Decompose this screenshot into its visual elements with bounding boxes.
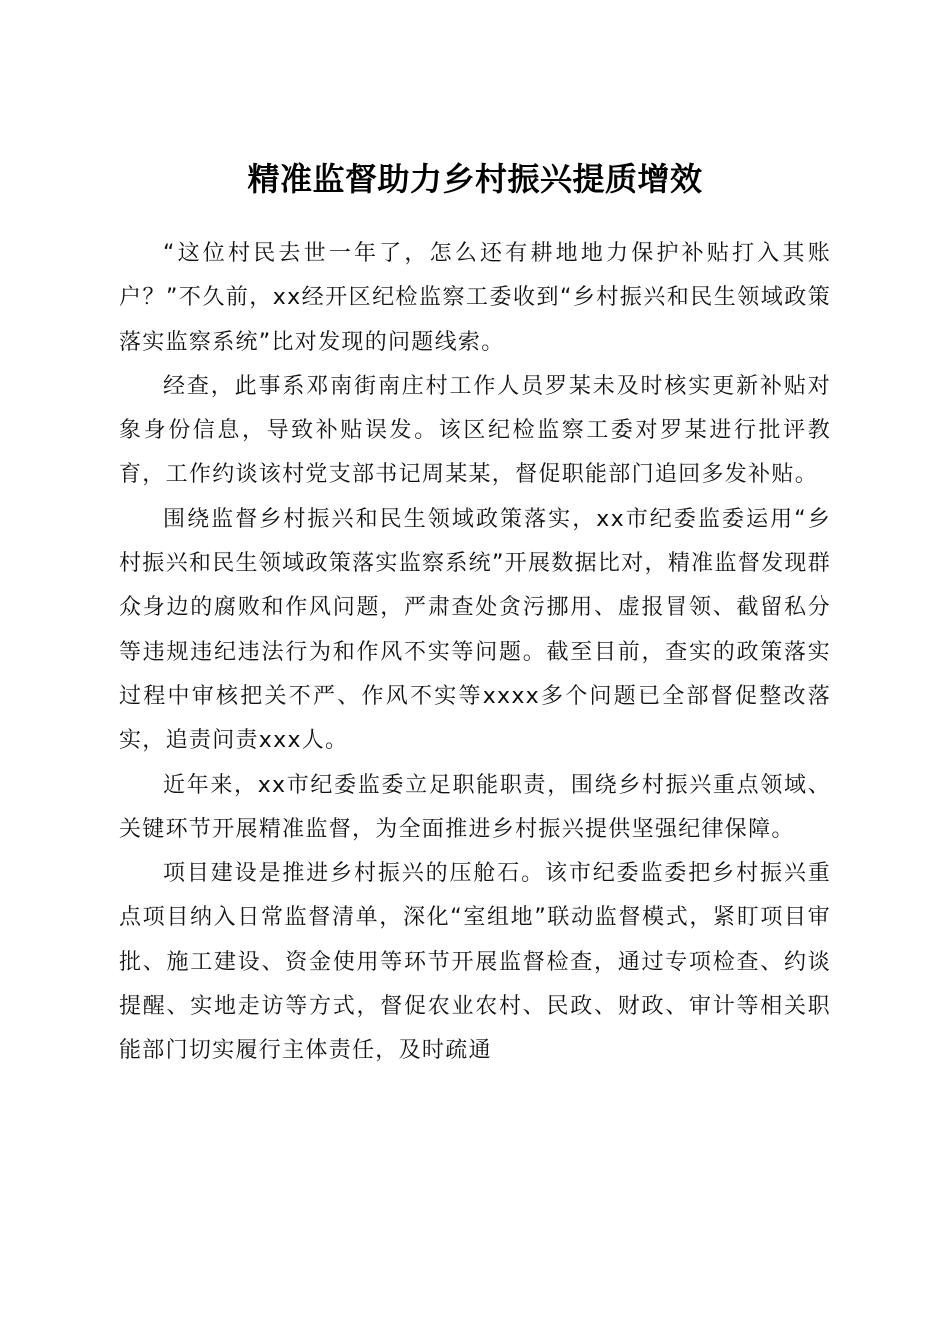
paragraph: 近年来，xx市纪委监委立足职能职责，围绕乡村振兴重点领域、关键环节开展精准监督，为全面推进乡村振兴提供坚强纪律保障。 bbox=[119, 772, 831, 842]
paragraph: 围绕监督乡村振兴和民生领域政策落实，xx市纪委监委运用“乡村振兴和民生领域政策落实监察系统”开展数据比对，精准监督发现群众身边的腐败和作风问题，严肃查处贪污挪用、虚报冒领、截留私分等违规违纪违法行为和作风不实等问题。截至目前，查实的政策落实过程中审核把关不严、作风不实等xxxx多个问题已全部督促整改落实，追责问责xxx人。 bbox=[119, 506, 831, 754]
document-body bbox=[119, 232, 831, 1074]
paragraph: 项目建设是推进乡村振兴的压舱石。该市纪委监委把乡村振兴重点项目纳入日常监督清单，深化“室组地”联动监督模式，紧盯项目审批、施工建设、资金使用等环节开展监督检查，通过专项检查、约谈提醒、实地走访等方式，督促农业农村、民政、财政、审计等相关职能部门切实履行主体责任，及时疏通 bbox=[119, 861, 831, 1064]
paragraph: 经查，此事系邓南街南庄村工作人员罗某未及时核实更新补贴对象身份信息，导致补贴误发。该区纪检监察工委对罗某进行批评教育，工作约谈该村党支部书记周某某，督促职能部门追回多发补贴。 bbox=[119, 373, 831, 488]
document-title: 精准监督助力乡村振兴提质增效 bbox=[247, 160, 703, 199]
paragraph: “这位村民去世一年了，怎么还有耕地地力保护补贴打入其账户？”不久前，xx经开区纪检监察工委收到“乡村振兴和民生领域政策落实监察系统”比对发现的问题线索。 bbox=[119, 241, 831, 355]
